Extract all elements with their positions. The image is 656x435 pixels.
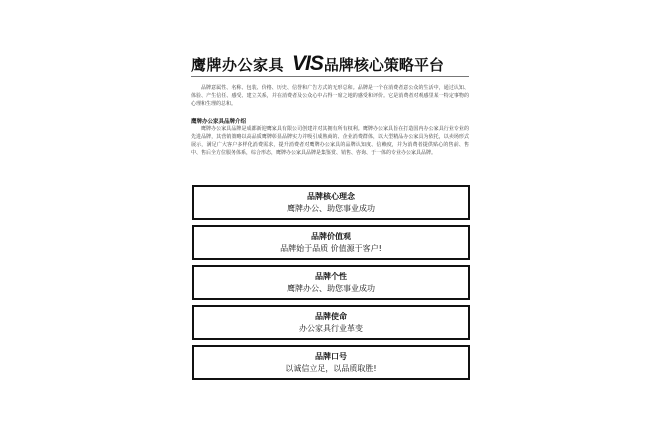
section-heading: 鹰牌办公家具品牌介绍 bbox=[191, 119, 247, 125]
panel-text: 办公家具行业革变 bbox=[299, 323, 363, 333]
panel-text: 品牌始于品质 价值源于客户! bbox=[280, 243, 382, 253]
panel-text: 鹰牌办公、助您事业成功 bbox=[287, 283, 375, 293]
brand-name: 鹰牌办公家具 bbox=[191, 56, 285, 74]
panel-title: 品牌核心理念 bbox=[307, 191, 355, 201]
panel-title: 品牌个性 bbox=[315, 271, 347, 281]
panel-title: 品牌价值观 bbox=[311, 231, 351, 241]
panel-text: 以诚信立足，以品质取胜! bbox=[285, 363, 377, 373]
panel-title: 品牌使命 bbox=[315, 311, 347, 321]
panel-mission bbox=[192, 305, 470, 340]
panel-values bbox=[192, 225, 470, 260]
page-title: 品牌核心策略平台 bbox=[323, 56, 444, 74]
vis-mark: VIS bbox=[292, 52, 323, 75]
panel-text: 鹰牌办公、助您事业成功 bbox=[287, 203, 375, 213]
strategy-panels bbox=[192, 185, 470, 385]
intro-paragraph: 品牌意属性、名称、包装、价格、历史、信誉和广告方式的无形总和。品牌是一个在消费者意公众的生活中，通过认知、体验、产生信任、感受、建立关系，并在消费者及公众心中占得一席之地的感受和评价。它是消费者对观感里某一特定事物的心理和生理的总和。 bbox=[191, 85, 469, 107]
panel-slogan bbox=[192, 345, 470, 380]
panel-title: 品牌口号 bbox=[315, 351, 347, 361]
panel-personality bbox=[192, 265, 470, 300]
page-header bbox=[191, 52, 469, 76]
panel-core-concept bbox=[192, 185, 470, 220]
section-paragraph: 鹰牌办公家具品牌是成都新迎鹰家具有限公司创建并对其拥有所有权利。鹰牌办公家具旨在打造国内办公家具行业专业的先进品牌，其营销策略以高品质鹰牌彰显品牌实力并吸引成熟商的、企业消费群体，以大型精品办公家具为依托，以卖场形式展示，满足广大客户多样化消费需求，提升消费者对鹰牌办公家具的品牌认知度、信赖度，并为消费者提供贴心的售前、售中、售后全方位服务体系，综合形态，鹰牌办公家具品牌是集鉴赏、销售、咨询、于一体的专业办公家具品牌。 bbox=[191, 126, 469, 156]
header-divider bbox=[191, 76, 469, 77]
